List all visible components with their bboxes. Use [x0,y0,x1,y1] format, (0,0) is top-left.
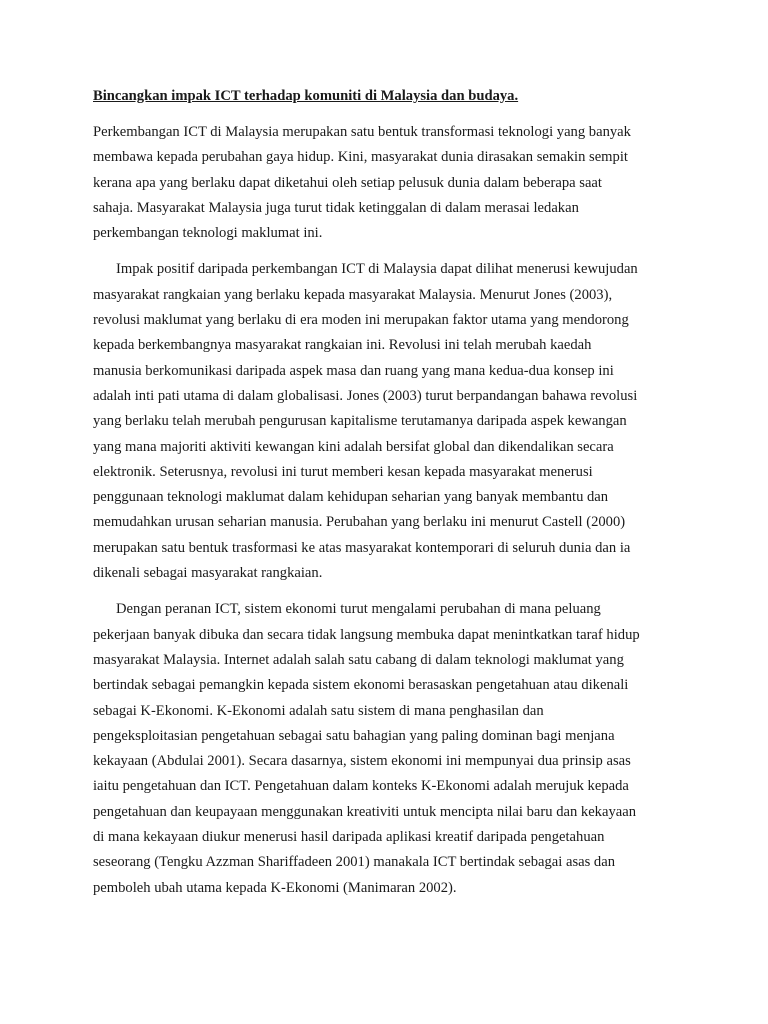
document-body [93,120,683,901]
paragraph-line: iaitu pengetahuan dan ICT. Pengetahuan dalam konteks K-Ekonomi adalah merujuk kepada [93,778,629,795]
paragraph-line: kepada berkembangnya masyarakat rangkaian ini. Revolusi ini telah merubah kaedah [93,337,592,354]
paragraph-line: seseorang (Tengku Azzman Shariffadeen 2001) manakala ICT bertindak sebagai asas dan [93,854,616,871]
paragraph-line: masyarakat Malaysia. Internet adalah salah satu cabang di dalam teknologi maklumat yang [93,651,624,668]
paragraph-1 [93,120,683,246]
paragraph-line: yang mana majoriti aktiviti kewangan kini adalah bersifat global dan dikendalikan secara [93,438,614,455]
paragraph-line: kerana apa yang berlaku dapat diketahui oleh setiap pelusuk dunia dalam beberapa saat [93,174,602,191]
paragraph-line: masyarakat rangkaian yang berlaku kepada masyarakat Malaysia. Menurut Jones (2003), [93,286,613,303]
paragraph-line: pengetahuan dan keupayaan menggunakan kreativiti untuk mencipta nilai baru dan kekayaan [93,803,637,820]
paragraph-line: Perkembangan ICT di Malaysia merupakan satu bentuk transformasi teknologi yang banyak [93,124,631,140]
paragraph-line: merupakan satu bentuk trasformasi ke atas masyarakat kontemporari di seluruh dunia dan ia [93,539,631,556]
paragraph-line: pekerjaan banyak dibuka dan secara tidak langsung membuka dapat menintkatkan taraf hidup [93,626,640,643]
paragraph-line: pengeksploitasian pengetahuan sebagai satu bahagian yang paling dominan bagi menjana [93,727,615,744]
paragraph-line: yang berlaku telah merubah pengurusan kapitalisme terutamanya daripada aspek kewangan [93,413,627,430]
paragraph-line: di mana kekayaan diukur menerusi hasil daripada aplikasi kreatif daripada pengetahuan [93,829,605,846]
paragraph-line: Impak positif daripada perkembangan ICT di Malaysia dapat dilihat menerusi kewujudan [116,261,638,278]
paragraph-line: revolusi maklumat yang berlaku di era moden ini merupakan faktor utama yang mendorong [93,312,629,329]
paragraph-line: membawa kepada perubahan gaya hidup. Kini, masyarakat dunia dirasakan semakin sempit [93,149,628,166]
paragraph-line: elektronik. Seterusnya, revolusi ini turut memberi kesan kepada masyarakat menerusi [93,463,593,480]
paragraph-line: sebagai K-Ekonomi. K-Ekonomi adalah satu sistem di mana penghasilan dan [93,702,544,719]
paragraph-line: kekayaan (Abdulai 2001). Secara dasarnya, sistem ekonomi ini mempunyai dua prinsip asas [93,753,631,770]
document-page [93,84,683,912]
paragraph-line: manusia berkomunikasi daripada aspek masa dan ruang yang mana kedua-dua konsep ini [93,362,614,379]
paragraph-line: dikenali sebagai masyarakat rangkaian. [93,565,323,582]
paragraph-line: adalah inti pati utama di dalam globalisasi. Jones (2003) turut berpandangan bahawa revolusi [93,387,638,404]
paragraph-2 [93,257,683,586]
document-title: Bincangkan impak ICT terhadap komuniti di Malaysia dan budaya. [93,88,519,104]
paragraph-line: bertindak sebagai pemangkin kepada sistem ekonomi berasaskan pengetahuan atau dikenali [93,677,629,694]
paragraph-line: sahaja. Masyarakat Malaysia juga turut tidak ketinggalan di dalam merasai ledakan [93,199,579,216]
paragraph-line: penggunaan teknologi maklumat dalam kehidupan seharian yang banyak membantu dan [93,489,609,506]
paragraph-line: Dengan peranan ICT, sistem ekonomi turut mengalami perubahan di mana peluang [116,601,601,618]
paragraph-line: pemboleh ubah utama kepada K-Ekonomi (Manimaran 2002). [93,879,457,896]
paragraph-line: perkembangan teknologi maklumat ini. [93,225,323,242]
paragraph-3 [93,597,683,901]
paragraph-line: memudahkan urusan seharian manusia. Perubahan yang berlaku ini menurut Castell (2000) [93,514,626,531]
